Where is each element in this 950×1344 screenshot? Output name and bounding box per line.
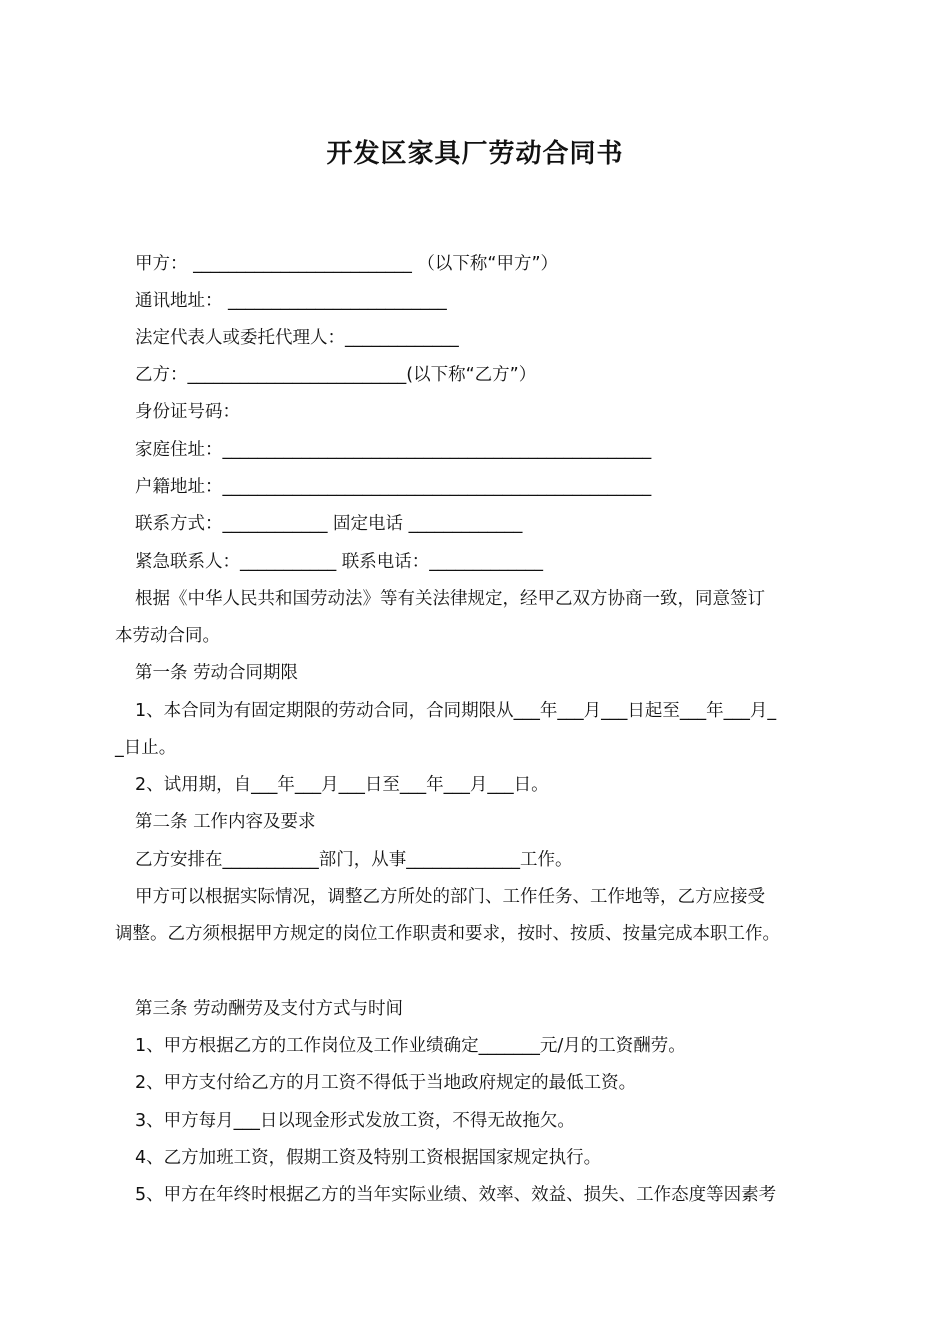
article-3-clause-2: 2、甲方支付给乙方的月工资不得低于当地政府规定的最低工资。: [135, 1073, 637, 1093]
party-b-line: 乙方：_________________________(以下称“乙方”）: [135, 365, 537, 385]
article-2-paragraph-2-line-2: 调整。乙方须根据甲方规定的岗位工作职责和要求，按时、按质、按量完成本职工作。: [115, 924, 780, 944]
party-a-line: 甲方： _________________________ （以下称“甲方”）: [135, 254, 559, 274]
article-1-clause-1-line-2: _日止。: [115, 738, 177, 758]
emergency-contact-line: 紧急联系人：___________ 联系电话：_____________: [135, 552, 544, 572]
contact-line: 联系方式：____________ 固定电话 _____________: [135, 514, 523, 534]
article-2-paragraph-1: 乙方安排在___________部门，从事_____________工作。: [135, 850, 573, 870]
preamble-line-2: 本劳动合同。: [115, 626, 220, 646]
article-3-heading: 第三条 劳动酬劳及支付方式与时间: [135, 999, 404, 1019]
household-address-line: 户籍地址：_________________________________________________: [135, 477, 652, 497]
article-3-clause-4: 4、乙方加班工资，假期工资及特别工资根据国家规定执行。: [135, 1148, 602, 1168]
party-a-address-line: 通讯地址： _________________________: [135, 291, 447, 311]
article-3-clause-3: 3、甲方每月___日以现金形式发放工资，不得无故拖欠。: [135, 1111, 575, 1131]
article-2-heading: 第二条 工作内容及要求: [135, 812, 316, 832]
document-title: 开发区家具厂劳动合同书: [326, 139, 624, 169]
article-3-clause-1: 1、甲方根据乙方的工作岗位及工作业绩确定_______元/月的工资酬劳。: [135, 1036, 686, 1056]
article-1-heading: 第一条 劳动合同期限: [135, 663, 299, 683]
article-2-paragraph-2-line-1: 甲方可以根据实际情况，调整乙方所处的部门、工作任务、工作地等，乙方应接受: [135, 887, 765, 907]
article-1-clause-1-line-1: 1、本合同为有固定期限的劳动合同，合同期限从___年___月___日起至___年___月_: [135, 701, 777, 721]
home-address-line: 家庭住址：_________________________________________________: [135, 440, 652, 460]
article-3-clause-5: 5、甲方在年终时根据乙方的当年实际业绩、效率、效益、损失、工作态度等因素考: [135, 1185, 777, 1205]
preamble-line-1: 根据《中华人民共和国劳动法》等有关法律规定，经甲乙双方协商一致，同意签订: [135, 589, 765, 609]
id-number-line: 身份证号码：: [135, 402, 240, 422]
article-1-clause-2: 2、试用期，自___年___月___日至___年___月___日。: [135, 775, 549, 795]
legal-representative-line: 法定代表人或委托代理人：_____________: [135, 328, 459, 348]
